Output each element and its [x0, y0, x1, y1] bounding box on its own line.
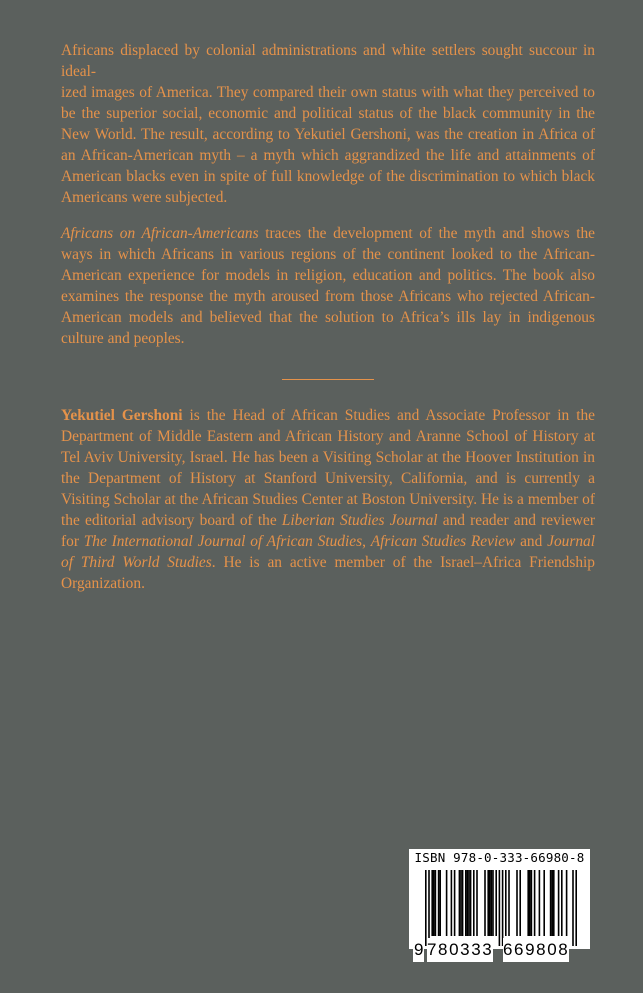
barcode-bar — [433, 870, 435, 936]
barcode-bar — [550, 870, 552, 936]
barcode-bars — [409, 866, 590, 949]
divider-rule — [282, 379, 374, 380]
barcode-bar — [551, 870, 553, 936]
barcode-bar — [435, 870, 437, 936]
journal-name-4: Journal of Third World Studies — [61, 533, 595, 571]
barcode-bar — [439, 870, 441, 936]
barcode-bar — [495, 870, 497, 936]
barcode-bar — [505, 870, 507, 936]
journal-name-1: Liberian Studies Journal — [281, 512, 438, 529]
barcode-bar — [473, 870, 475, 936]
barcode-bar — [527, 870, 529, 936]
barcode-bar — [489, 870, 491, 936]
isbn-barcode — [409, 849, 590, 959]
barcode-bar — [543, 870, 545, 936]
barcode-bar — [425, 870, 427, 946]
barcode-bar — [459, 870, 461, 936]
barcode-bar — [572, 870, 574, 946]
barcode-bar — [566, 870, 568, 936]
barcode-bar — [487, 870, 489, 936]
back-cover-text — [61, 40, 595, 594]
isbn-label: ISBN 978-0-333-66980-8 — [409, 849, 590, 866]
barcode-bar — [539, 870, 541, 936]
author-bio-text-5: . He is an active member of the Israel–Africa Friendship Organization. — [61, 554, 595, 592]
barcode-bar — [529, 870, 531, 936]
barcode-bar — [499, 870, 501, 946]
barcode-bar — [575, 870, 577, 946]
barcode-bar — [465, 870, 467, 936]
author-bio-text-3: , — [362, 533, 371, 550]
barcode-bar — [460, 870, 462, 936]
barcode-bar — [491, 870, 493, 936]
barcode-lead-digit: 9 — [413, 938, 424, 962]
barcode-bar — [531, 870, 533, 936]
journal-name-2: The International Journal of African Studies — [83, 533, 363, 550]
author-bio — [61, 405, 595, 594]
barcode-bar — [519, 870, 521, 936]
barcode-bar — [454, 870, 456, 936]
barcode-bar — [468, 870, 470, 936]
barcode-area — [409, 866, 590, 959]
barcode-bar — [470, 870, 472, 936]
barcode-digit-group-2: 669808 — [503, 938, 569, 962]
barcode-bar — [467, 870, 469, 936]
barcode-digits — [409, 938, 590, 962]
barcode-bar — [428, 870, 430, 946]
barcode-bar — [508, 870, 510, 936]
author-bio-text-4: and — [515, 533, 548, 550]
barcode-bar — [431, 870, 433, 936]
barcode-bar — [534, 870, 536, 936]
author-bio-text-2: and reader and reviewer for — [61, 512, 595, 550]
barcode-bar — [553, 870, 555, 936]
barcode-bar — [492, 870, 494, 936]
book-title: Africans on African-Americans — [61, 225, 259, 242]
blurb-paragraph-1: Africans displaced by colonial administrations and white settlers sought succour in ideal- ized images of America. They compared their own status with what they perceived to be the superior social, economic and political status of the black community in the New World. The result, according to Yekutiel Gershoni, was the creation in Africa of an African-American myth – a myth which aggrandized the life and attainments of American blacks even in spite of full knowledge of the discrimination to which black Americans were subjected. — [61, 42, 595, 206]
author-bio-text-1: is the Head of African Studies and Associate Professor in the Department of Middle Eastern and African History and Aranne School of History at Tel Aviv University, Israel. He has been a Visiting Scholar at the Hoover Institution in the Department of History at Stanford University, California, and is currently a Visiting Scholar at the African Studies Center at Boston University. He is a member of the editorial advisory board of the — [61, 407, 595, 529]
barcode-bar — [446, 870, 448, 936]
blurb-paragraph-2-text: traces the development of the myth and shows the ways in which Africans in various regions of the continent looked to the African-American experience for models in religion, education and politics. The book also examines the response the myth aroused from those Africans who rejected African-American models and believed that the solution to Africa’s ills lay in indigenous culture and peoples. — [61, 225, 595, 347]
barcode-digit-group-1: 780333 — [427, 938, 493, 962]
barcode-bar — [561, 870, 563, 936]
author-name: Yekutiel Gershoni — [61, 407, 183, 424]
journal-name-3: African Studies Review — [370, 533, 516, 550]
barcode-bar — [451, 870, 453, 936]
barcode-bar — [502, 870, 504, 946]
barcode-bar — [484, 870, 486, 936]
barcode-bar — [558, 870, 560, 936]
barcode-bar — [476, 870, 478, 936]
blurb-paragraph-2 — [61, 223, 595, 349]
barcode-bar — [516, 870, 518, 936]
barcode-bar — [438, 870, 440, 936]
barcode-bar — [462, 870, 464, 936]
